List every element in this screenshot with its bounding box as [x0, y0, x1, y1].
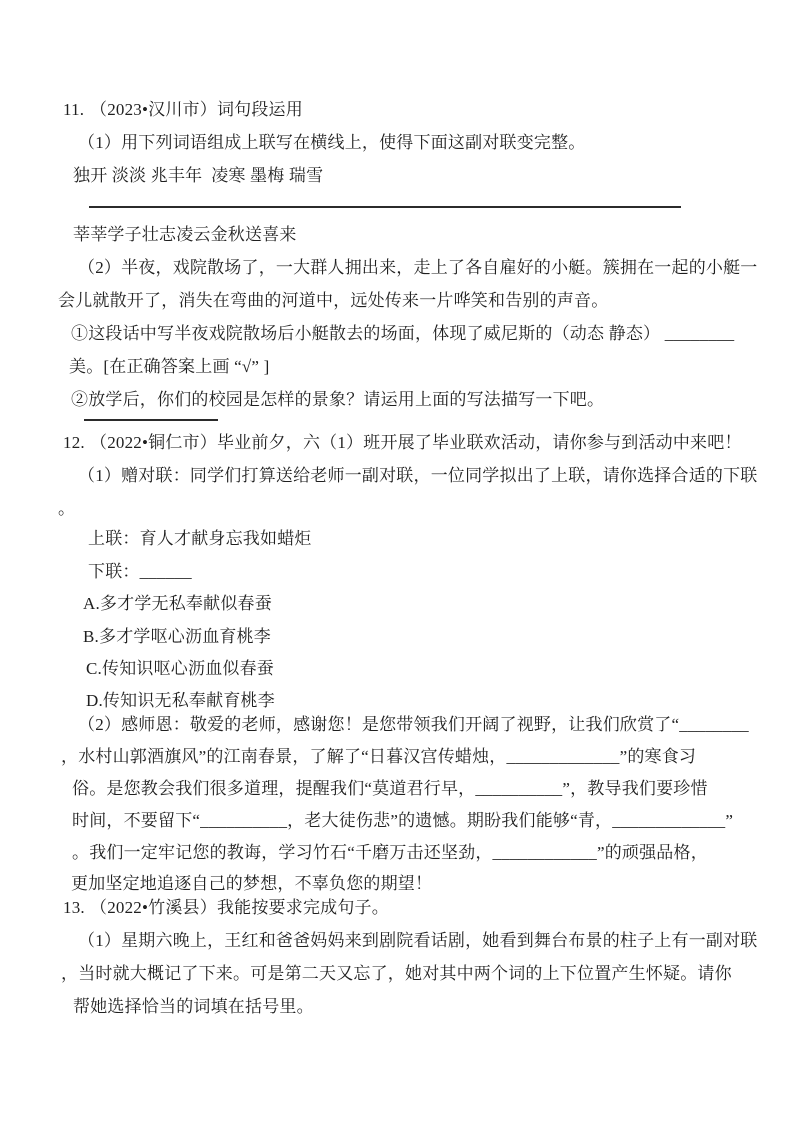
- q11-passage-line-1: （2）半夜，戏院散场了，一大群人拥出来，走上了各自雇好的小艇。簇拥在一起的小艇一: [78, 258, 758, 277]
- q12-lower-couplet-blank: 下联：______: [88, 562, 192, 581]
- q11-sub1-prompt: （1）用下列词语组成上联写在横线上，使得下面这副对联变完整。: [78, 133, 586, 152]
- q12-sub2-line-4: 时间，不要留下“__________，老大徒伤悲”的遗憾。期盼我们能够“青，_____________”: [72, 811, 734, 830]
- q11-passage-line-2: 会儿就散开了，消失在弯曲的河道中，远处传来一片哗笑和告别的声音。: [58, 291, 609, 310]
- q13-sub1-line-2: ，当时就大概记了下来。可是第二天又忘了，她对其中两个词的上下位置产生怀疑。请你: [61, 964, 732, 983]
- q12-sub2-line-2: ，水村山郭酒旗风”的江南春景，了解了“日暮汉宫传蜡烛，_____________”的寒食习: [61, 747, 697, 766]
- question-11-header: [63, 99, 303, 121]
- question-12-number: 12.: [63, 433, 85, 452]
- q11-item2: ②放学后，你们的校园是怎样的景象？请运用上面的写法描写一下吧。: [71, 390, 605, 409]
- q12-sub2-line-5: 。我们一定牢记您的教诲，学习竹石“千磨万击还坚劲，____________”的顽强品格，: [72, 843, 708, 862]
- q12-sub2-line-1: （2）感师恩：敬爱的老师，感谢您！是您带领我们开阔了视野，让我们欣赏了“________: [78, 715, 749, 734]
- q11-lower-couplet: 莘莘学子壮志凌云金秋送喜来: [73, 225, 297, 244]
- q13-sub1-line-3: 帮她选择恰当的词填在括号里。: [73, 997, 314, 1016]
- upper-couplet-answer-line: [89, 206, 681, 208]
- q12-option-b: B.多才学呕心沥血育桃李: [83, 627, 271, 646]
- question-11-title: （2023•汉川市）词句段运用: [90, 100, 303, 119]
- q12-option-d: D.传知识无私奉献育桃李: [86, 691, 275, 710]
- q13-sub1-line-1: （1）星期六晚上，王红和爸爸妈妈来到剧院看话剧，她看到舞台布景的柱子上有一副对联: [78, 931, 758, 950]
- question-13-number: 13.: [63, 898, 85, 917]
- q12-sub2-line-3: 俗。是您教会我们很多道理，提醒我们“莫道君行早，__________”，教导我们要珍惜: [72, 779, 708, 798]
- q12-sub1-prompt-line-2: 。: [58, 499, 76, 518]
- q11-item2-answer-line: [84, 419, 218, 421]
- q11-word-bank: 独开 淡淡 兆丰年 凌寒 墨梅 瑞雪: [73, 166, 324, 185]
- question-13-title: （2022•竹溪县）我能按要求完成句子。: [90, 898, 389, 917]
- q11-item1-line-2: 美。[在正确答案上画 “√” ]: [69, 357, 270, 376]
- q11-item1-line-1: ①这段话中写半夜戏院散场后小艇散去的场面，体现了威尼斯的（动态 静态） ________: [71, 324, 735, 343]
- question-13-header: [63, 897, 389, 919]
- q12-option-a: A.多才学无私奉献似春蚕: [83, 594, 272, 613]
- q12-sub1-prompt-line-1: （1）赠对联：同学们打算送给老师一副对联，一位同学拟出了上联，请你选择合适的下联: [78, 466, 758, 485]
- q12-upper-couplet: 上联：育人才献身忘我如蜡炬: [88, 529, 312, 548]
- question-12-header: [63, 432, 742, 454]
- question-11-number: 11.: [63, 100, 85, 119]
- q12-sub2-line-6: 更加坚定地追逐自己的梦想，不辜负您的期望！: [71, 874, 433, 893]
- q12-option-c: C.传知识呕心沥血似春蚕: [86, 659, 274, 678]
- question-12-title: （2022•铜仁市）毕业前夕，六（1）班开展了毕业联欢活动，请你参与到活动中来吧！: [90, 433, 742, 452]
